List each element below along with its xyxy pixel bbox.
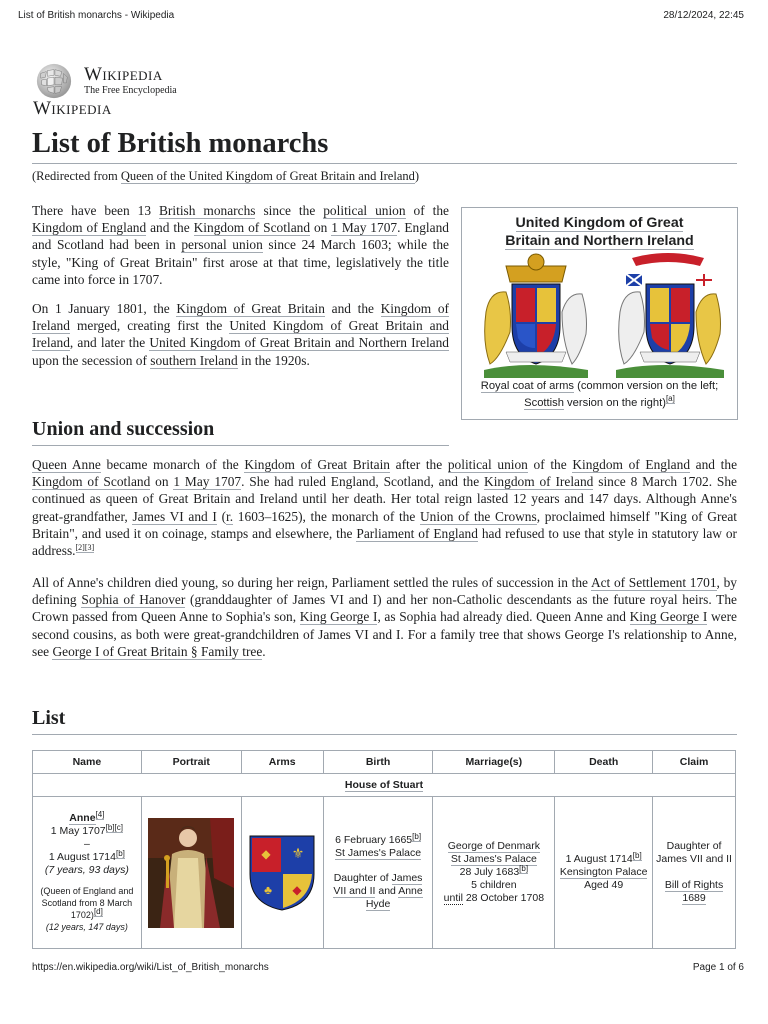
coat-of-arms-common (484, 254, 588, 378)
heading-union-and-succession: Union and succession (32, 418, 449, 446)
heading-list: List (32, 707, 737, 735)
inline-link[interactable]: George I of Great Britain § Family tree (52, 643, 263, 659)
inline-link[interactable]: 1 May 1707 (173, 474, 242, 490)
column-header-death[interactable]: Death (555, 751, 653, 774)
table-header-row (33, 751, 736, 774)
cell-name: Anne[4] 1 May 1707[b][c] – 1 August 1714[b] (7 years, 93 days) (Queen of England and Scotland from 8 March 1702)[d] (12 years, 147 days) (33, 797, 142, 949)
print-title: List of British monarchs - Wikipedia (18, 10, 175, 21)
inline-link[interactable]: King George I (299, 609, 378, 625)
inline-link[interactable]: r. (226, 508, 234, 524)
svg-text:◆: ◆ (261, 846, 271, 861)
wikipedia-wordmark: Wikipedia (84, 64, 163, 85)
print-url: https://en.wikipedia.org/wiki/List_of_British_monarchs (32, 962, 269, 973)
inline-link[interactable]: Kingdom of England (32, 220, 147, 236)
spouse-link[interactable]: George of Denmark (447, 840, 540, 852)
redirect-notice: (Redirected from Queen of the United Kingdom of Great Britain and Ireland) (32, 169, 420, 183)
svg-text:⚜: ⚜ (291, 844, 305, 861)
inline-link[interactable]: Kingdom of Scotland (32, 474, 151, 490)
inline-link[interactable]: Queen Anne (32, 457, 101, 472)
column-header-portrait[interactable]: Portrait (141, 751, 241, 774)
inline-link[interactable]: King George I (629, 609, 708, 625)
royal-coat-of-arms-image[interactable] (476, 252, 728, 380)
inline-link[interactable]: personal union (181, 237, 263, 253)
column-header-arms[interactable]: Arms (241, 751, 323, 774)
inline-link[interactable]: Kingdom of Ireland (484, 474, 594, 490)
wikipedia-wordmark-secondary: Wikipedia (33, 98, 112, 119)
print-page-number: Page 1 of 6 (692, 962, 744, 973)
citation-link[interactable]: [2][3] (75, 542, 95, 552)
page-title: List of British monarchs (32, 128, 737, 164)
monarchs-table (32, 750, 736, 949)
inline-link[interactable]: James VI and I (132, 508, 217, 524)
anne-portrait-image[interactable] (148, 818, 234, 928)
inline-link[interactable]: Act of Settlement 1701 (590, 575, 717, 590)
cell-death: 1 August 1714[b] Kensington Palace Aged 49 (555, 797, 653, 949)
cell-portrait (141, 797, 241, 949)
birth-place-link[interactable]: St James's Palace (335, 847, 422, 859)
anne-arms-image[interactable] (248, 834, 316, 912)
inline-link[interactable]: United Kingdom of Great Britain and Northern Ireland (149, 335, 449, 351)
scottish-link[interactable]: Scottish (524, 397, 564, 409)
cell-birth: 6 February 1665[b] St James's Palace Daughter of James VII and II and Anne Hyde (323, 797, 433, 949)
note-a-link[interactable]: [a] (665, 394, 675, 404)
cell-claim: Daughter of James VII and II Bill of Rights 1689 (653, 797, 736, 949)
inline-link[interactable]: southern Ireland (150, 352, 238, 368)
column-header-marriages[interactable]: Marriage(s) (433, 751, 555, 774)
inline-link[interactable]: Kingdom of England (572, 457, 691, 472)
infobox-title[interactable]: United Kingdom of Great Britain and Northern Ireland (505, 215, 694, 249)
inline-link[interactable]: United Kingdom of Great Britain and Ireland (32, 318, 449, 351)
house-row (33, 774, 736, 797)
inline-link[interactable]: Union of the Crowns (420, 508, 537, 524)
inline-link[interactable]: Kingdom of Great Britain (176, 301, 325, 316)
inline-link[interactable]: Kingdom of Scotland (193, 220, 311, 236)
inline-link[interactable]: Kingdom of Great Britain (244, 457, 390, 472)
union-paragraph-1: Queen Anne became monarch of the Kingdom of Great Britain after the political union of the Kingdom of England and the Kingdom of Scotland on 1 May 1707. She had ruled England, Scotland, and the Kingdom of Ireland since 8 March 1702. She continued as queen of Great Britain and Ireland until her death. Her total reign lasted 12 years and 147 days. Although Anne's great-grandfather, James VI and I (r. 1603–1625), the monarch of the Union of the Crowns, proclaimed himself "King of Great Britain", and used it on coinage, stamps and elsewhere, the Parliament of England had refused to use that style in statutory law or address.[2][3] (32, 457, 738, 559)
column-header-claim[interactable]: Claim (653, 751, 736, 774)
column-header-name[interactable]: Name (33, 751, 142, 774)
intro-paragraph-2: On 1 January 1801, the Kingdom of Great Britain and the Kingdom of Ireland merged, creating first the United Kingdom of Great Britain and Ireland, and later the United Kingdom of Great Britain and Northern Ireland upon the secession of southern Ireland in the 1920s. (32, 301, 449, 368)
infobox (461, 207, 738, 420)
royal-coat-of-arms-link[interactable]: Royal coat of arms (480, 380, 574, 392)
anne-link[interactable]: Anne (69, 812, 96, 824)
table-row (33, 797, 736, 949)
union-paragraph-2: All of Anne's children died young, so during her reign, Parliament settled the rules of succession in the Act of Settlement 1701, by defining Sophia of Hanover (granddaughter of James VI and I) and her non-Catholic descendants as the future royal heirs. The Crown passed from Queen Anne to Sophia's son, King George I, as Sophia had already died. Queen Anne and King George I were second cousins, as both were great-grandchildren of James VI and I. For a family tree that shows George I's relationship to Anne, see George I of Great Britain § Family tree. (32, 575, 737, 659)
cell-marriages: George of Denmark St James's Palace 28 July 1683[b] 5 children until 28 October 1708 (433, 797, 555, 949)
wikipedia-logo[interactable] (32, 60, 202, 120)
wikipedia-globe-icon (32, 62, 76, 100)
infobox-caption: Royal coat of arms (common version on the left; Scottish version on the right)[a] (480, 380, 719, 409)
svg-text:◆: ◆ (292, 882, 302, 897)
inline-link[interactable]: 1 May 1707 (331, 220, 398, 236)
print-datetime: 28/12/2024, 22:45 (663, 10, 744, 21)
death-place-link[interactable]: Kensington Palace (559, 866, 648, 878)
column-header-birth[interactable]: Birth (323, 751, 433, 774)
house-of-stuart-link[interactable]: House of Stuart (344, 778, 424, 791)
svg-text:♣: ♣ (264, 882, 273, 897)
inline-link[interactable]: Sophia of Hanover (81, 592, 186, 608)
cell-arms (241, 797, 323, 949)
inline-link[interactable]: Parliament of England (356, 525, 478, 541)
intro-paragraph-1: There have been 13 British monarchs since the political union of the Kingdom of England and the Kingdom of Scotland on 1 May 1707. England and Scotland had been in personal union since 24 March 1603; while the style, "King of Great Britain" first arose at that time, legislatively the title came into force in 1707. (32, 203, 450, 287)
redirect-source-link[interactable]: Queen of the United Kingdom of Great Britain and Ireland (120, 169, 415, 183)
wikipedia-tagline: The Free Encyclopedia (84, 85, 177, 96)
inline-link[interactable]: political union (447, 457, 528, 472)
coat-of-arms-scottish (616, 253, 724, 378)
bill-of-rights-link[interactable]: Bill of Rights 1689 (664, 879, 724, 904)
inline-link[interactable]: Kingdom of Ireland (32, 301, 449, 334)
inline-link[interactable]: political union (323, 203, 406, 218)
inline-link[interactable]: British monarchs (159, 203, 256, 218)
print-header (0, 10, 768, 24)
